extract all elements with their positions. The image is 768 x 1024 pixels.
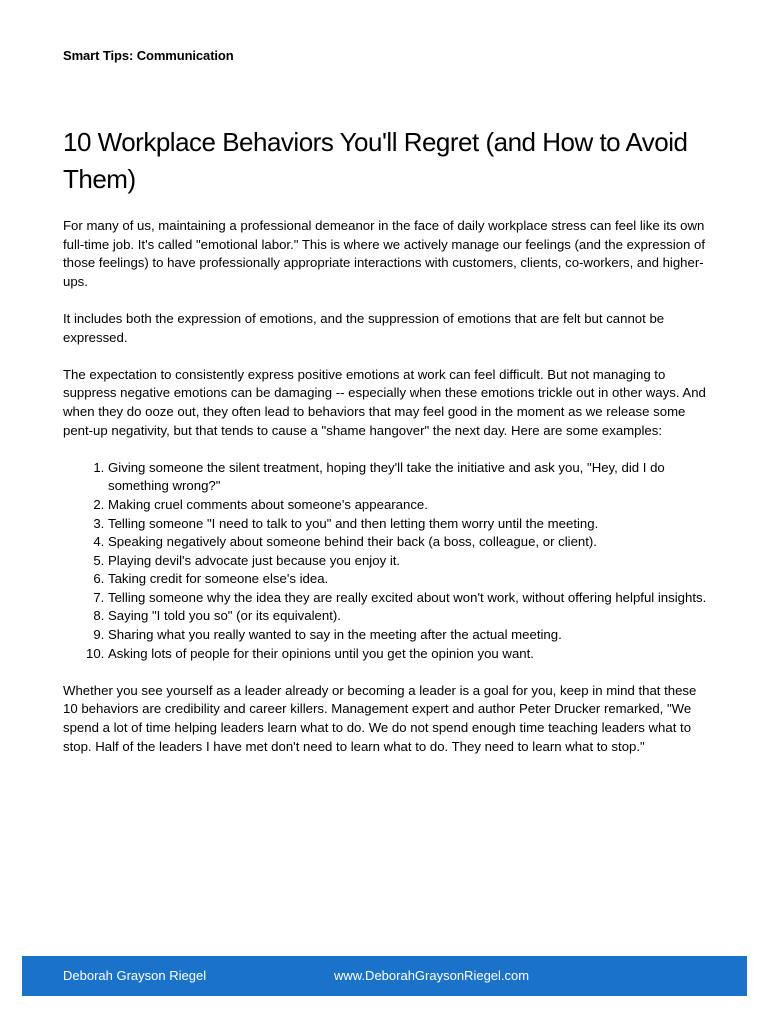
list-item: 7. Telling someone why the idea they are really excited about won't work, without offering helpful insights.	[108, 589, 713, 608]
article-body	[63, 217, 713, 775]
list-item: 2. Making cruel comments about someone's appearance.	[108, 496, 713, 515]
paragraph: For many of us, maintaining a professional demeanor in the face of daily workplace stress can feel like its own full-time job. It's called "emotional labor." This is where we actively manage our feelings (and the expression of those feelings) to have professionally appropriate interactions with customers, clients, co-workers, and higher-ups.	[63, 218, 706, 289]
list-item: 8. Saying "I told you so" (or its equivalent).	[108, 607, 713, 626]
behaviors-list	[63, 459, 713, 664]
footer-website-link[interactable]: www.DeborahGraysonRiegel.com	[334, 968, 530, 983]
footer-bar	[22, 956, 747, 996]
article-title: 10 Workplace Behaviors You'll Regret (and How to Avoid Them)	[63, 127, 688, 194]
paragraph: It includes both the expression of emotions, and the suppression of emotions that are felt but cannot be expressed.	[63, 310, 665, 345]
footer-author: Deborah Grayson Riegel	[63, 968, 207, 983]
header-label: Smart Tips: Communication	[63, 48, 234, 63]
list-item: 3. Telling someone "I need to talk to you" and then letting them worry until the meeting.	[108, 515, 713, 534]
closing-paragraph: Whether you see yourself as a leader already or becoming a leader is a goal for you, keep in mind that these 10 behaviors are credibility and career killers. Management expert and author Peter Drucker remarked, "We spend a lot of time helping leaders learn what to do. We do not spend enough time teaching leaders what to stop. Half of the leaders I have met don't need to learn what to do. They need to learn what to stop."	[63, 682, 697, 754]
list-item: 4. Speaking negatively about someone behind their back (a boss, colleague, or client).	[108, 533, 713, 552]
list-item: 5. Playing devil's advocate just because you enjoy it.	[108, 552, 713, 571]
list-item: 6. Taking credit for someone else's idea.	[108, 570, 713, 589]
paragraph: The expectation to consistently express positive emotions at work can feel difficult. But not managing to suppress negative emotions can be damaging -- especially when these emotions trickle out in other ways. And when they do ooze out, they often lead to behaviors that may feel good in the moment as we release some pent-up negativity, but that tends to cause a "shame hangover" the next day. Here are some examples:	[63, 366, 706, 438]
list-item: 9. Sharing what you really wanted to say in the meeting after the actual meeting.	[108, 626, 713, 645]
list-item: 1. Giving someone the silent treatment, hoping they'll take the initiative and ask you, "Hey, did I do something wrong?"	[108, 459, 713, 496]
list-item: 10. Asking lots of people for their opinions until you get the opinion you want.	[108, 645, 713, 664]
